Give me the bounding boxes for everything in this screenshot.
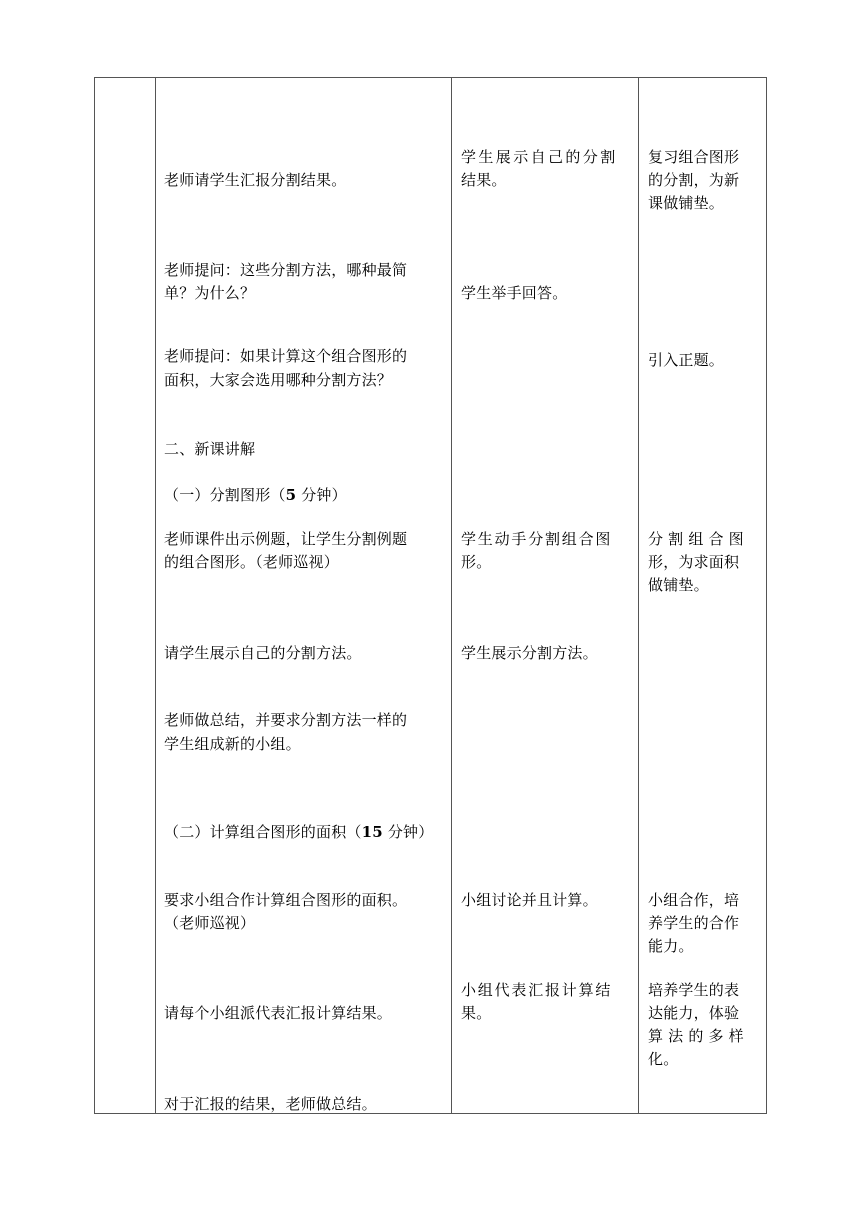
purpose-line: 分 割 组 合 图	[648, 530, 744, 548]
student-line: 学生动手分割组合图	[461, 530, 613, 548]
teacher-line: 对于汇报的结果，老师做总结。	[164, 1095, 377, 1113]
purpose-line: 能力。	[648, 937, 694, 955]
student-line: 结果。	[461, 171, 507, 189]
purpose-line: 课做铺垫。	[648, 194, 725, 212]
student-line: 学生展示自己的分割	[461, 148, 618, 166]
column-divider	[155, 78, 156, 1113]
purpose-line: 形，为求面积	[648, 553, 740, 571]
purpose-line: 复习组合图形	[648, 148, 740, 166]
student-line: 形。	[461, 553, 492, 571]
teacher-line: 请学生展示自己的分割方法。	[164, 644, 362, 662]
teacher-line: 请每个小组派代表汇报计算结果。	[164, 1004, 393, 1022]
student-line: 学生举手回答。	[461, 284, 568, 302]
purpose-line: 化。	[648, 1050, 679, 1068]
purpose-line: 培养学生的表	[648, 981, 740, 999]
teacher-line: 要求小组合作计算组合图形的面积。	[164, 891, 408, 909]
column-divider	[638, 78, 639, 1113]
purpose-line: 达能力，体验	[648, 1004, 740, 1022]
teacher-line: 学生组成新的小组。	[164, 735, 301, 753]
student-line: 小组代表汇报计算结	[461, 981, 613, 999]
purpose-line: 引入正题。	[648, 351, 725, 369]
teacher-line: 老师提问：这些分割方法，哪种最简	[164, 261, 408, 279]
teacher-line: 的组合图形。（老师巡视）	[164, 553, 339, 571]
teacher-line: 老师做总结，并要求分割方法一样的	[164, 711, 408, 729]
purpose-line: 做铺垫。	[648, 576, 709, 594]
teacher-line: 单？为什么？	[164, 284, 256, 302]
subsection-heading: （二）计算组合图形的面积（15 分钟）	[164, 823, 434, 841]
teacher-line: 老师课件出示例题，让学生分割例题	[164, 530, 408, 548]
teacher-line: 老师请学生汇报分割结果。	[164, 171, 347, 189]
section-heading: 二、新课讲解	[164, 440, 256, 458]
column-divider	[451, 78, 452, 1113]
subsection-heading: （一）分割图形（5 分钟）	[164, 486, 347, 504]
purpose-line: 养学生的合作	[648, 914, 740, 932]
teacher-line: 老师提问：如果计算这个组合图形的	[164, 347, 408, 365]
student-line: 果。	[461, 1004, 492, 1022]
student-line: 小组讨论并且计算。	[461, 891, 598, 909]
student-line: 学生展示分割方法。	[461, 644, 598, 662]
teacher-line: 面积，大家会选用哪种分割方法？	[164, 371, 393, 389]
teacher-line: （老师巡视）	[164, 914, 256, 932]
purpose-line: 的分割，为新	[648, 171, 740, 189]
purpose-line: 小组合作，培	[648, 891, 740, 909]
purpose-line: 算 法 的 多 样	[648, 1027, 744, 1045]
